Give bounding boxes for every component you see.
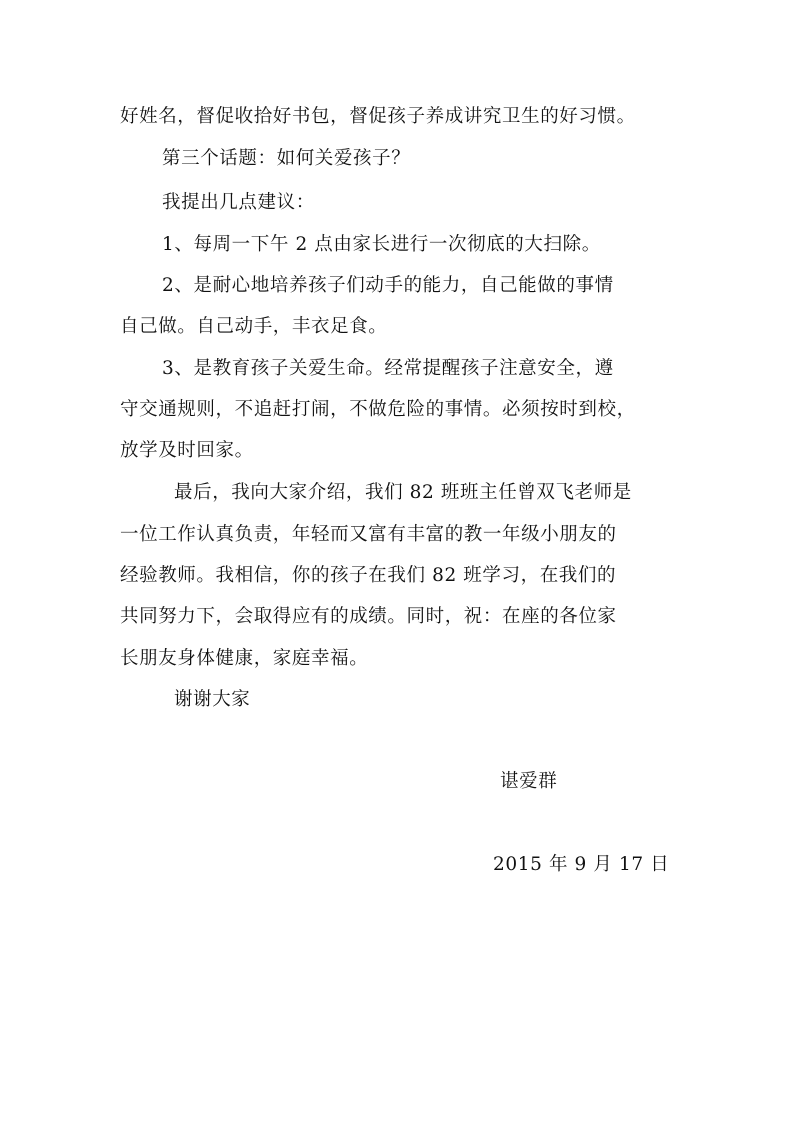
paragraph-line-6: 自己做。自己动手，丰衣足食。 <box>120 316 388 337</box>
paragraph-line-13: 共同努力下，会取得应有的成绩。同时，祝：在座的各位家 <box>120 606 617 627</box>
paragraph-line-9: 放学及时回家。 <box>120 440 254 461</box>
paragraph-line-2: 第三个话题：如何关爱孩子？ <box>162 148 411 169</box>
paragraph-line-1: 好姓名，督促收拾好书包，督促孩子养成讲究卫生的好习惯。 <box>120 106 636 127</box>
paragraph-line-4: 1、每周一下午 2 点由家长进行一次彻底的大扫除。 <box>162 234 601 255</box>
closing-thanks: 谢谢大家 <box>174 689 251 710</box>
paragraph-line-8: 守交通规则，不追赶打闹，不做危险的事情。必须按时到校， <box>120 399 636 420</box>
paragraph-line-11: 一位工作认真负责，年轻而又富有丰富的教一年级小朋友的 <box>120 524 617 545</box>
signature-date: 2015 年 9 月 17 日 <box>493 854 670 875</box>
paragraph-line-12: 经验教师。我相信，你的孩子在我们 82 班学习，在我们的 <box>120 565 617 586</box>
paragraph-line-3: 我提出几点建议： <box>162 192 315 213</box>
paragraph-line-10: 最后，我向大家介绍，我们 82 班班主任曾双飞老师是 <box>174 482 632 503</box>
signature-name: 谌爱群 <box>500 771 558 792</box>
paragraph-line-5: 2、是耐心地培养孩子们动手的能力，自己能做的事情 <box>162 275 614 296</box>
paragraph-line-7: 3、是教育孩子关爱生命。经常提醒孩子注意安全，遵 <box>162 358 614 379</box>
paragraph-line-14: 长朋友身体健康，家庭幸福。 <box>120 648 369 669</box>
